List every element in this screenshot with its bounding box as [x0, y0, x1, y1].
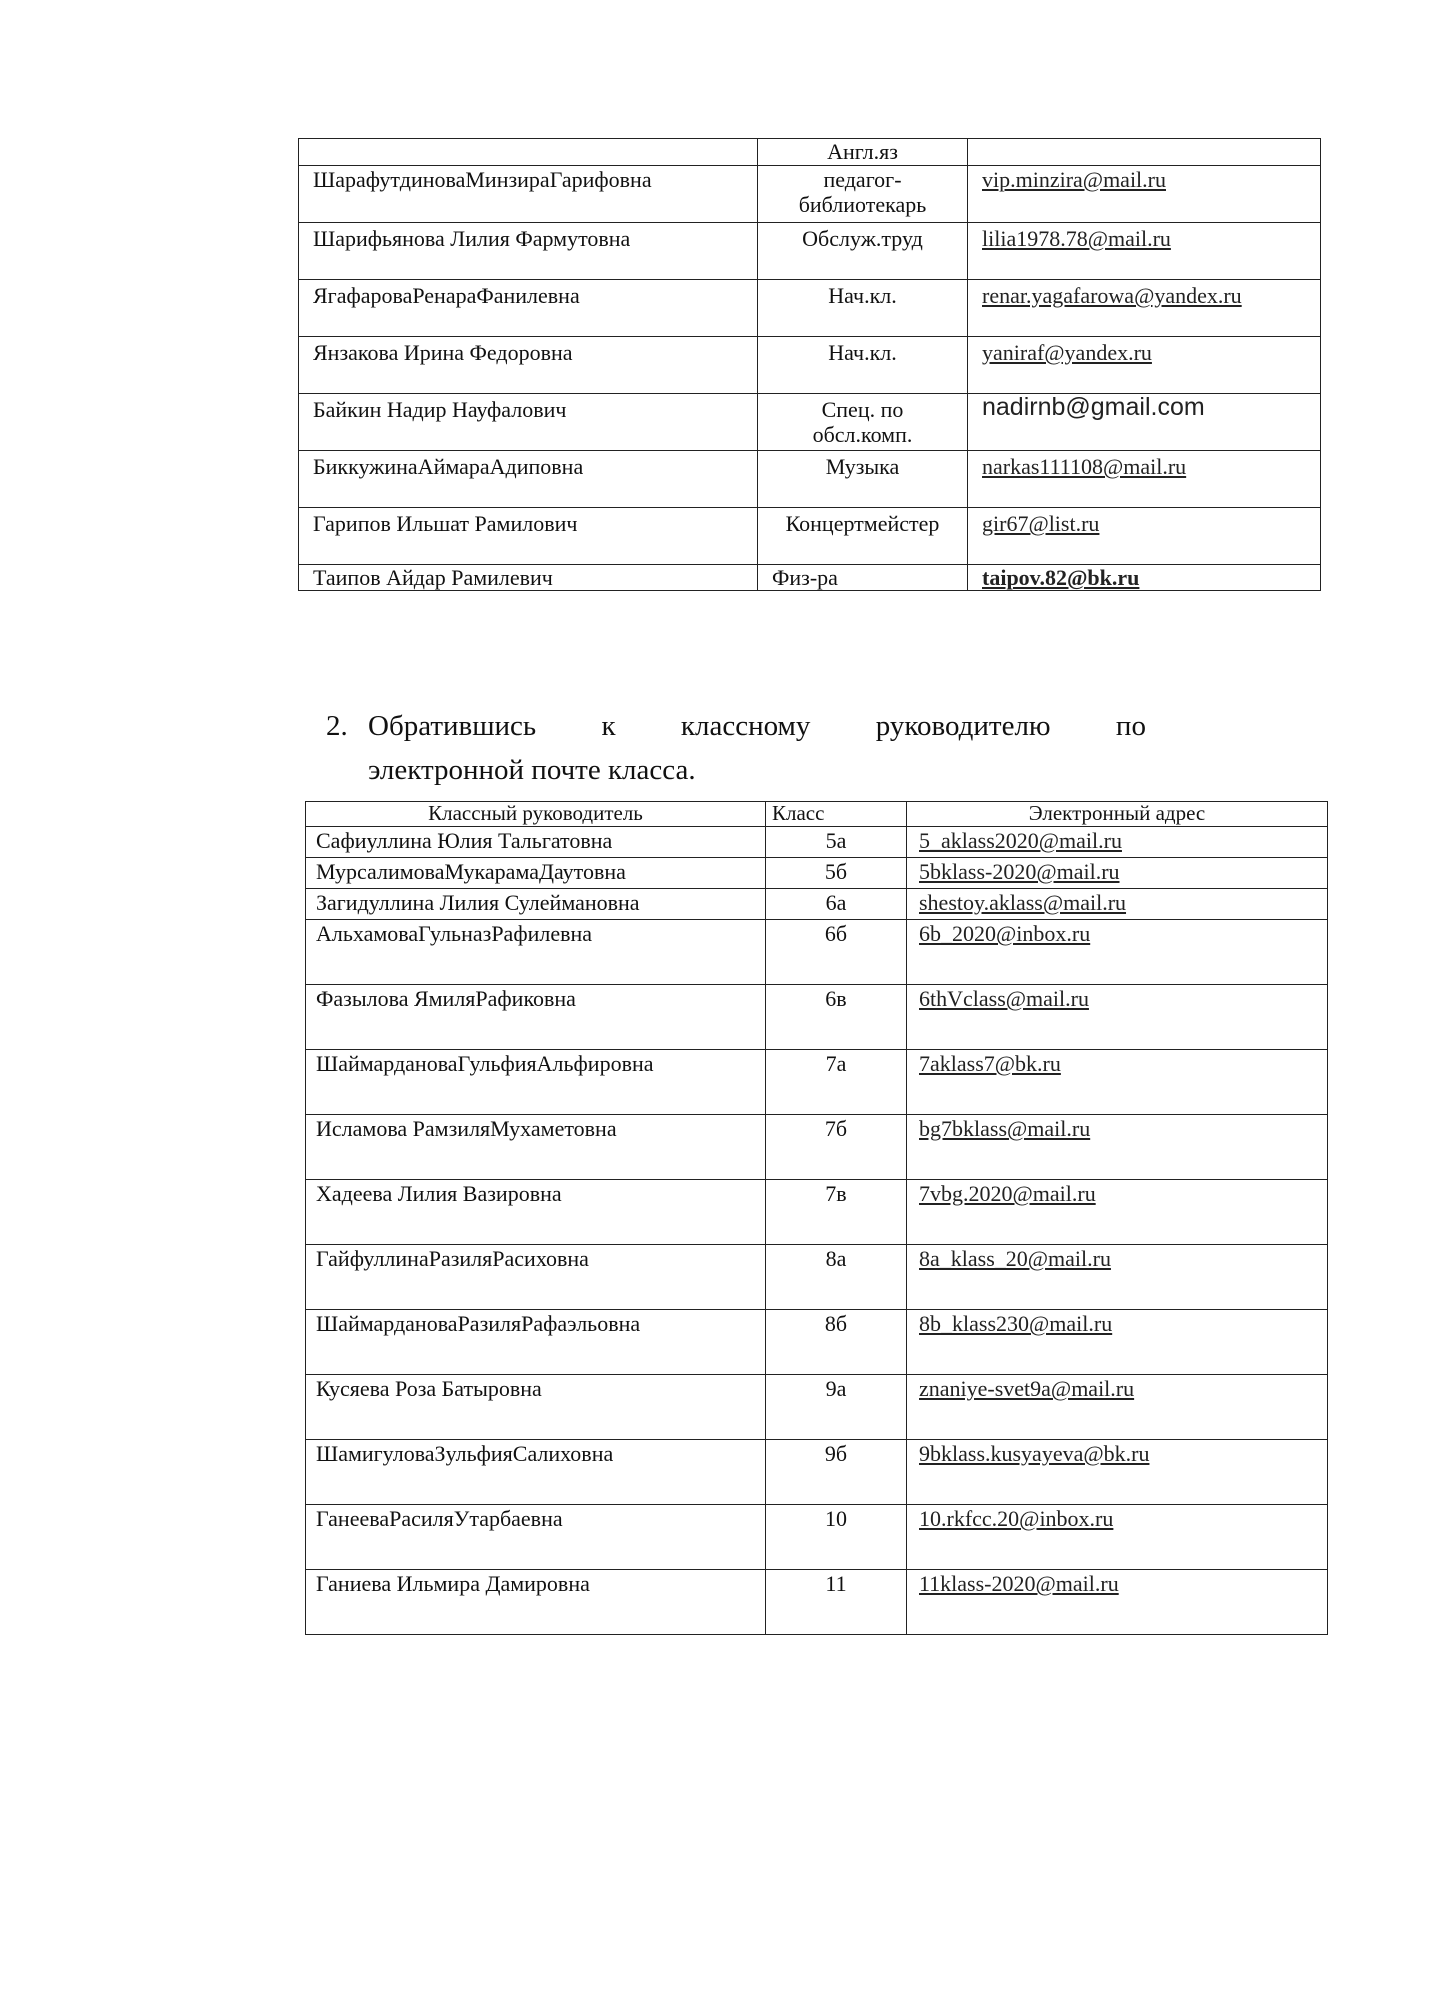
class-label: 9б: [824, 1441, 848, 1466]
table-row: [299, 508, 1321, 565]
table-header-row: [306, 802, 1328, 827]
teacher-name: Хадеева Лилия Вазировна: [316, 1181, 562, 1206]
staff-name-cell: [299, 223, 758, 280]
subject-cell: [758, 166, 968, 223]
class-cell: [766, 1440, 907, 1505]
staff-name: Гарипов Ильшат Рамилович: [313, 511, 578, 536]
staff-name-cell: [299, 337, 758, 394]
email-link[interactable]: gir67@list.ru: [982, 511, 1100, 536]
subject-text: Концертмейстер: [785, 511, 940, 536]
table-row: [299, 139, 1321, 166]
teacher-name-cell: [306, 1570, 766, 1635]
class-cell: [766, 1570, 907, 1635]
table-row: [299, 280, 1321, 337]
subject-text: Нач.кл.: [828, 340, 897, 365]
class-label: 8б: [824, 1311, 848, 1336]
email-cell: [907, 1570, 1328, 1635]
teacher-name-cell: [306, 1310, 766, 1375]
email-cell: [907, 1310, 1328, 1375]
teacher-name-cell: [306, 889, 766, 920]
email-link[interactable]: 8b_klass230@mail.ru: [919, 1311, 1113, 1336]
table-row: [299, 565, 1321, 591]
email-cell: [907, 889, 1328, 920]
teacher-name-cell: [306, 985, 766, 1050]
email-cell: [968, 166, 1321, 223]
table-row: [299, 337, 1321, 394]
class-cell: [766, 827, 907, 858]
email-cell: [968, 451, 1321, 508]
staff-name: Таипов Айдар Рамилевич: [313, 565, 553, 590]
teacher-name: ГанееваРасиляУтарбаевна: [316, 1506, 563, 1531]
class-label: 5б: [824, 859, 848, 884]
staff-name: ЯгафароваРенараФанилевна: [313, 283, 580, 308]
column-header-teacher: Классный руководитель: [306, 802, 766, 827]
teacher-name-cell: [306, 1050, 766, 1115]
class-cell: [766, 1180, 907, 1245]
staff-name-cell: [299, 280, 758, 337]
staff-name-cell: [299, 394, 758, 451]
table-row: [306, 1245, 1328, 1310]
staff-name: ШарафутдиноваМинзираГарифовна: [313, 167, 652, 192]
email-cell: [968, 280, 1321, 337]
email-link[interactable]: lilia1978.78@mail.ru: [982, 226, 1171, 251]
subject-cell: [758, 223, 968, 280]
subject-text: Англ.яз: [827, 139, 898, 164]
table-row: [299, 166, 1321, 223]
table-row: [299, 223, 1321, 280]
teacher-name: ШаймардановаРазиляРафаэльовна: [316, 1311, 641, 1336]
email-cell: [968, 394, 1321, 451]
table-row: [306, 1375, 1328, 1440]
teacher-name: ШамигуловаЗульфияСалиховна: [316, 1441, 614, 1466]
table-row: [299, 394, 1321, 451]
email-cell: [907, 1180, 1328, 1245]
email-link[interactable]: 11klass-2020@mail.ru: [919, 1571, 1119, 1596]
teacher-name-cell: [306, 858, 766, 889]
class-cell: [766, 920, 907, 985]
class-label: 11: [825, 1571, 847, 1596]
teacher-name: АльхамоваГульназРафилевна: [316, 921, 593, 946]
class-label: 6а: [825, 890, 847, 915]
column-header-class: Класс: [766, 802, 907, 827]
class-cell: [766, 1375, 907, 1440]
class-label: 6б: [824, 921, 848, 946]
teacher-name: Ганиева Ильмира Дамировна: [316, 1571, 590, 1596]
email-cell: [907, 1115, 1328, 1180]
email-cell: [907, 985, 1328, 1050]
staff-name: Байкин Надир Науфалович: [313, 397, 567, 422]
teacher-name-cell: [306, 1375, 766, 1440]
subject-cell: [758, 139, 968, 166]
subject-text: Нач.кл.: [828, 283, 897, 308]
column-header-email: Электронный адрес: [907, 802, 1328, 827]
list-number: 2.: [326, 710, 348, 742]
class-label: 6в: [825, 986, 847, 1011]
heading-line-2: электронной почте класса.: [368, 754, 696, 786]
subject-text: педагог-библиотекарь: [798, 167, 927, 217]
email-cell: [968, 508, 1321, 565]
email-link[interactable]: 5_aklass2020@mail.ru: [919, 828, 1122, 853]
staff-name: БиккужинаАймараАдиповна: [313, 454, 584, 479]
teacher-name-cell: [306, 920, 766, 985]
table-row: [306, 1050, 1328, 1115]
class-cell: [766, 985, 907, 1050]
email-link[interactable]: znaniye-svet9a@mail.ru: [919, 1376, 1135, 1401]
email-link[interactable]: 7vbg.2020@mail.ru: [919, 1181, 1096, 1206]
email-cell: [907, 1050, 1328, 1115]
subject-text: Музыка: [825, 454, 900, 479]
table-row: [306, 858, 1328, 889]
table-row: [306, 1570, 1328, 1635]
teacher-name: ГайфуллинаРазиляРасиховна: [316, 1246, 589, 1271]
email-link[interactable]: 6thVclass@mail.ru: [919, 986, 1089, 1011]
email-link[interactable]: nadirnb@gmail.com: [982, 393, 1205, 421]
email-link[interactable]: taipov.82@bk.ru: [982, 565, 1140, 590]
subject-cell: [758, 451, 968, 508]
class-cell: [766, 889, 907, 920]
email-cell: [907, 858, 1328, 889]
email-cell: [968, 337, 1321, 394]
class-label: 9а: [825, 1376, 847, 1401]
staff-name-cell: [299, 451, 758, 508]
teacher-name-cell: [306, 1115, 766, 1180]
teacher-name-cell: [306, 827, 766, 858]
class-cell: [766, 1050, 907, 1115]
email-cell: [907, 920, 1328, 985]
table-row: [306, 985, 1328, 1050]
email-link[interactable]: 5bklass-2020@mail.ru: [919, 859, 1120, 884]
teacher-name-cell: [306, 1180, 766, 1245]
heading-word: руководителю: [875, 710, 1051, 742]
class-label: 7б: [824, 1116, 848, 1141]
email-link[interactable]: 10.rkfcc.20@inbox.ru: [919, 1506, 1114, 1531]
subject-text: Физ-ра: [772, 565, 838, 590]
email-link[interactable]: yaniraf@yandex.ru: [982, 340, 1152, 365]
class-cell: [766, 1245, 907, 1310]
table-row: [306, 889, 1328, 920]
email-link[interactable]: vip.minzira@mail.ru: [982, 167, 1166, 192]
class-cell: [766, 1115, 907, 1180]
subject-text: Спец. по обсл.комп.: [812, 397, 913, 447]
subject-cell: [758, 337, 968, 394]
teacher-name: МурсалимоваМукарамаДаутовна: [316, 859, 626, 884]
teacher-name: Сафиуллина Юлия Тальгатовна: [316, 828, 613, 853]
teacher-name-cell: [306, 1245, 766, 1310]
email-link[interactable]: 7aklass7@bk.ru: [919, 1051, 1061, 1076]
staff-name-cell: [299, 565, 758, 591]
teacher-name: Фазылова ЯмиляРафиковна: [316, 986, 576, 1011]
subject-cell: [758, 508, 968, 565]
table-row: [306, 1505, 1328, 1570]
class-label: 7а: [825, 1051, 847, 1076]
staff-name: Шарифьянова Лилия Фармутовна: [313, 226, 631, 251]
email-link[interactable]: 6b_2020@inbox.ru: [919, 921, 1091, 946]
heading-word: Обратившись: [368, 710, 537, 742]
email-link[interactable]: renar.yagafarowa@yandex.ru: [982, 283, 1242, 308]
table-row: [306, 1440, 1328, 1505]
staff-email-table: [298, 138, 1321, 591]
staff-name-cell: [299, 508, 758, 565]
email-link[interactable]: 9bklass.kusyayeva@bk.ru: [919, 1441, 1150, 1466]
teacher-name: Загидуллина Лилия Сулеймановна: [316, 890, 640, 915]
teacher-name-cell: [306, 1505, 766, 1570]
subject-cell: [758, 394, 968, 451]
table-row: [306, 1115, 1328, 1180]
subject-text: Обслуж.труд: [802, 226, 923, 251]
table-row: [299, 451, 1321, 508]
class-cell: [766, 1310, 907, 1375]
heading-word: классному: [680, 710, 811, 742]
email-link[interactable]: 8a_klass_20@mail.ru: [919, 1246, 1111, 1271]
table-row: [306, 920, 1328, 985]
class-label: 5а: [825, 828, 847, 853]
teacher-name: ШаймардановаГульфияАльфировна: [316, 1051, 654, 1076]
email-cell: [907, 827, 1328, 858]
teacher-name: Исламова РамзиляМухаметовна: [316, 1116, 617, 1141]
email-cell: [907, 1505, 1328, 1570]
class-label: 8а: [825, 1246, 847, 1271]
staff-name-cell: [299, 166, 758, 223]
email-cell: [907, 1245, 1328, 1310]
table-row: [306, 1310, 1328, 1375]
table-row: [306, 1180, 1328, 1245]
staff-name: Янзакова Ирина Федоровна: [313, 340, 573, 365]
class-label: 10: [825, 1506, 847, 1531]
email-cell: [907, 1440, 1328, 1505]
email-link[interactable]: narkas111108@mail.ru: [982, 454, 1187, 479]
class-label: 7в: [825, 1181, 847, 1206]
heading-word: к: [601, 710, 616, 742]
class-cell: [766, 1505, 907, 1570]
email-link[interactable]: shestoy.aklass@mail.ru: [919, 890, 1127, 915]
subject-cell: [758, 565, 968, 591]
table-row: [306, 827, 1328, 858]
email-cell: [968, 223, 1321, 280]
email-cell: [907, 1375, 1328, 1440]
class-cell: [766, 858, 907, 889]
teacher-name-cell: [306, 1440, 766, 1505]
teacher-name: Кусяева Роза Батыровна: [316, 1376, 542, 1401]
email-link[interactable]: bg7bklass@mail.ru: [919, 1116, 1091, 1141]
table-cell-empty: [299, 139, 758, 166]
table-cell-empty: [968, 139, 1321, 166]
email-cell: [968, 565, 1321, 591]
heading-line-1: [368, 706, 1146, 747]
heading-word: по: [1115, 710, 1146, 742]
class-teacher-table: [305, 801, 1328, 1635]
subject-cell: [758, 280, 968, 337]
